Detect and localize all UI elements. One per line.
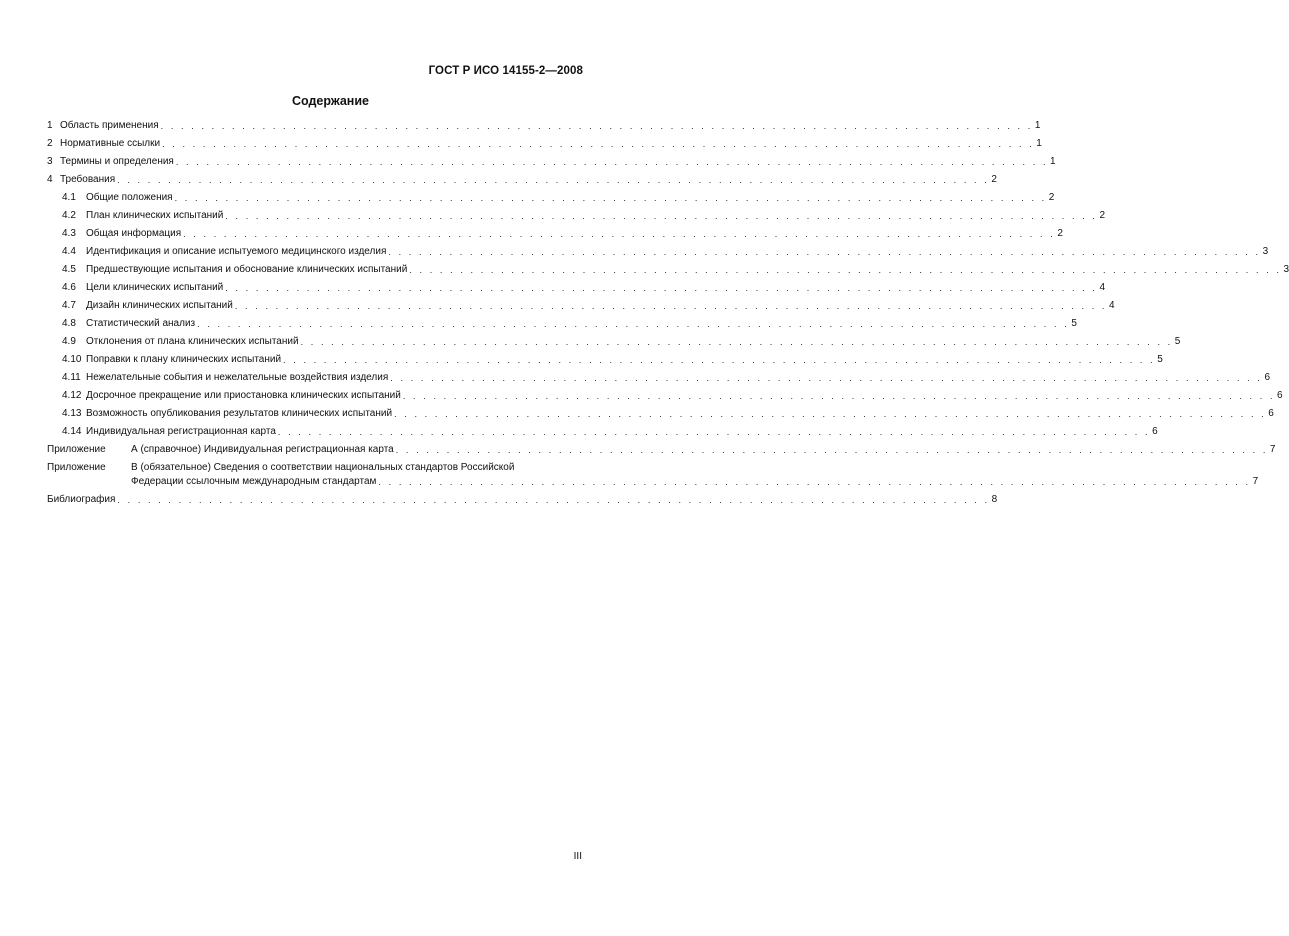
toc-entry-number: 4.10 bbox=[62, 354, 82, 365]
toc-subentry[interactable] bbox=[47, 191, 1055, 205]
toc-entry-page: 3 bbox=[1262, 246, 1269, 257]
toc-entry-title-line2: Федерации ссылочным международным стандартам bbox=[131, 476, 377, 487]
leader-dots: . . . . . . . . . . . . . . . . . . . . . . . . . . . . . . . . . . . . . . . . . . . . . . . . . . . . . . . . . . . . . . . . . . . . . . . . . . . . . . . . . . . . . . bbox=[160, 121, 1033, 131]
toc-entry-number: 4.6 bbox=[62, 282, 76, 293]
toc-appendix-b[interactable] bbox=[47, 461, 1259, 489]
leader-dots: . . . . . . . . . . . . . . . . . . . . . . . . . . . . . . . . . . . . . . . . . . . . . . . . . . . . . . . . . . . . . . . . . . . . . . . . . . . . . . . . . . . . . . bbox=[378, 477, 1251, 487]
toc-entry[interactable] bbox=[47, 119, 1041, 133]
toc-entry-page: 1 bbox=[1050, 156, 1056, 167]
toc-subentry[interactable] bbox=[47, 227, 1063, 241]
toc-title: Содержание bbox=[291, 94, 369, 108]
toc-appendix-a[interactable] bbox=[47, 443, 1276, 457]
toc-entry-title: Отклонения от плана клинических испытаний bbox=[86, 336, 299, 347]
toc-entry[interactable] bbox=[47, 137, 1042, 151]
toc-entry-page: 7 bbox=[1269, 444, 1276, 455]
leader-dots: . . . . . . . . . . . . . . . . . . . . . . . . . . . . . . . . . . . . . . . . . . . . . . . . . . . . . . . . . . . . . . . . . . . . . . . . . . . . . . . . . . . . . . bbox=[117, 495, 990, 505]
toc-entry-title: Цели клинических испытаний bbox=[86, 282, 224, 293]
toc-entry-title: Индивидуальная регистрационная карта bbox=[86, 426, 276, 437]
toc-entry-number: 4.4 bbox=[62, 246, 76, 257]
document-header: ГОСТ Р ИСО 14155-2—2008 bbox=[428, 65, 583, 77]
toc-entry-title-line1: В (обязательное) Сведения о соответствии национальных стандартов Российской bbox=[131, 462, 515, 473]
toc-entry[interactable] bbox=[47, 155, 1056, 169]
toc-entry-number: 4.5 bbox=[62, 264, 76, 275]
toc-entry-title: Поправки к плану клинических испытаний bbox=[86, 354, 282, 365]
toc-entry-title: Библиография bbox=[47, 494, 116, 505]
leader-dots: . . . . . . . . . . . . . . . . . . . . . . . . . . . . . . . . . . . . . . . . . . . . . . . . . . . . . . . . . . . . . . . . . . . . . . . . . . . . . . . . . . . . . . bbox=[225, 211, 1098, 221]
toc-entry-number: 4.7 bbox=[62, 300, 76, 311]
toc-entry-number: 4.13 bbox=[62, 408, 82, 419]
toc-entry-page: 5 bbox=[1174, 336, 1181, 347]
toc-entry-page: 2 bbox=[1048, 192, 1055, 203]
toc-bibliography[interactable] bbox=[47, 493, 998, 507]
toc-entry-title: Возможность опубликования результатов клинических испытаний bbox=[86, 408, 393, 419]
toc-entry-page: 2 bbox=[1099, 210, 1106, 221]
leader-dots: . . . . . . . . . . . . . . . . . . . . . . . . . . . . . . . . . . . . . . . . . . . . . . . . . . . . . . . . . . . . . . . . . . . . . . . . . . . . . . . . . . . . . . bbox=[390, 373, 1263, 383]
leader-dots: . . . . . . . . . . . . . . . . . . . . . . . . . . . . . . . . . . . . . . . . . . . . . . . . . . . . . . . . . . . . . . . . . . . . . . . . . . . . . . . . . . . . . . bbox=[277, 427, 1151, 437]
toc-entry-number: 4.14 bbox=[62, 426, 82, 437]
leader-dots: . . . . . . . . . . . . . . . . . . . . . . . . . . . . . . . . . . . . . . . . . . . . . . . . . . . . . . . . . . . . . . . . . . . . . . . . . . . . . . . . . . . . . . bbox=[174, 193, 1047, 203]
table-of-contents bbox=[47, 119, 1289, 511]
toc-entry-page: 6 bbox=[1277, 390, 1283, 401]
toc-entry-page: 6 bbox=[1268, 408, 1274, 419]
appendix-prefix: Приложение bbox=[47, 462, 106, 473]
toc-entry[interactable] bbox=[47, 173, 997, 187]
toc-entry-page: 4 bbox=[1099, 282, 1106, 293]
toc-entry-page: 7 bbox=[1252, 476, 1259, 487]
toc-entry-page: 8 bbox=[991, 494, 998, 505]
leader-dots: . . . . . . . . . . . . . . . . . . . . . . . . . . . . . . . . . . . . . . . . . . . . . . . . . . . . . . . . . . . . . . . . . . . . . . . . . . . . . . . . . . . . . . bbox=[300, 337, 1173, 347]
toc-entry-number: 1 bbox=[47, 120, 53, 131]
leader-dots: . . . . . . . . . . . . . . . . . . . . . . . . . . . . . . . . . . . . . . . . . . . . . . . . . . . . . . . . . . . . . . . . . . . . . . . . . . . . . . . . . . . . . . bbox=[197, 319, 1070, 329]
toc-subentry[interactable] bbox=[47, 389, 1283, 403]
toc-entry-number: 4.8 bbox=[62, 318, 76, 329]
page-number: III bbox=[573, 851, 582, 862]
leader-dots: . . . . . . . . . . . . . . . . . . . . . . . . . . . . . . . . . . . . . . . . . . . . . . . . . . . . . . . . . . . . . . . . . . . . . . . . . . . . . . . . . . . . . . bbox=[183, 229, 1056, 239]
toc-subentry[interactable] bbox=[47, 263, 1289, 277]
toc-entry-page: 2 bbox=[991, 174, 997, 185]
toc-subentry[interactable] bbox=[47, 281, 1106, 295]
appendix-prefix: Приложение bbox=[47, 444, 106, 455]
toc-entry-page: 1 bbox=[1034, 120, 1041, 131]
toc-subentry[interactable] bbox=[47, 335, 1181, 349]
toc-entry-title: Нормативные ссылки bbox=[60, 138, 161, 149]
leader-dots: . . . . . . . . . . . . . . . . . . . . . . . . . . . . . . . . . . . . . . . . . . . . . . . . . . . . . . . . . . . . . . . . . . . . . . . . . . . . . . . . . . . . . . bbox=[283, 355, 1156, 365]
toc-subentry[interactable] bbox=[47, 317, 1077, 331]
toc-entry-number: 4.3 bbox=[62, 228, 76, 239]
leader-dots: . . . . . . . . . . . . . . . . . . . . . . . . . . . . . . . . . . . . . . . . . . . . . . . . . . . . . . . . . . . . . . . . . . . . . . . . . . . . . . . . . . . . . . bbox=[225, 283, 1098, 293]
toc-subentry[interactable] bbox=[47, 299, 1115, 313]
toc-entry-page: 4 bbox=[1109, 300, 1115, 311]
toc-entry-title: Термины и определения bbox=[60, 156, 174, 167]
toc-entry-title: Область применения bbox=[60, 120, 159, 131]
toc-entry-number: 2 bbox=[47, 138, 53, 149]
toc-entry-title: Требования bbox=[60, 174, 116, 185]
leader-dots: . . . . . . . . . . . . . . . . . . . . . . . . . . . . . . . . . . . . . . . . . . . . . . . . . . . . . . . . . . . . . . . . . . . . . . . . . . . . . . . . . . . . . . bbox=[395, 445, 1268, 455]
leader-dots: . . . . . . . . . . . . . . . . . . . . . . . . . . . . . . . . . . . . . . . . . . . . . . . . . . . . . . . . . . . . . . . . . . . . . . . . . . . . . . . . . . . . . . bbox=[388, 247, 1261, 257]
toc-entry-page: 5 bbox=[1071, 318, 1077, 329]
toc-entry-title: Идентификация и описание испытуемого медицинского изделия bbox=[86, 246, 387, 257]
toc-subentry[interactable] bbox=[47, 407, 1274, 421]
toc-entry-title: А (справочное) Индивидуальная регистрационная карта bbox=[131, 444, 394, 455]
toc-entry-page: 2 bbox=[1057, 228, 1063, 239]
toc-entry-title: Общая информация bbox=[86, 228, 182, 239]
toc-entry-title: Общие положения bbox=[86, 192, 173, 203]
toc-entry-number: 4 bbox=[47, 174, 53, 185]
toc-entry-number: 3 bbox=[47, 156, 53, 167]
toc-entry-number: 4.2 bbox=[62, 210, 76, 221]
toc-entry-title: Предшествующие испытания и обоснование клинических испытаний bbox=[86, 264, 408, 275]
toc-subentry[interactable] bbox=[47, 209, 1106, 223]
toc-entry-title: План клинических испытаний bbox=[86, 210, 224, 221]
toc-subentry[interactable] bbox=[47, 353, 1163, 367]
leader-dots: . . . . . . . . . . . . . . . . . . . . . . . . . . . . . . . . . . . . . . . . . . . . . . . . . . . . . . . . . . . . . . . . . . . . . . . . . . . . . . . . . . . . . . bbox=[409, 265, 1282, 275]
toc-entry-number: 4.9 bbox=[62, 336, 76, 347]
toc-subentry[interactable] bbox=[47, 245, 1269, 259]
leader-dots: . . . . . . . . . . . . . . . . . . . . . . . . . . . . . . . . . . . . . . . . . . . . . . . . . . . . . . . . . . . . . . . . . . . . . . . . . . . . . . . . . . . . . . bbox=[162, 139, 1035, 149]
toc-entry-number: 4.12 bbox=[62, 390, 82, 401]
toc-entry-number: 4.1 bbox=[62, 192, 76, 203]
toc-entry-page: 6 bbox=[1264, 372, 1271, 383]
toc-entry-title: Нежелательные события и нежелательные воздействия изделия bbox=[86, 372, 389, 383]
toc-entry-number: 4.11 bbox=[62, 372, 81, 383]
toc-entry-title: Дизайн клинических испытаний bbox=[86, 300, 233, 311]
toc-subentry[interactable] bbox=[47, 425, 1158, 439]
leader-dots: . . . . . . . . . . . . . . . . . . . . . . . . . . . . . . . . . . . . . . . . . . . . . . . . . . . . . . . . . . . . . . . . . . . . . . . . . . . . . . . . . . . . . . bbox=[117, 175, 990, 185]
leader-dots: . . . . . . . . . . . . . . . . . . . . . . . . . . . . . . . . . . . . . . . . . . . . . . . . . . . . . . . . . . . . . . . . . . . . . . . . . . . . . . . . . . . . . . bbox=[175, 157, 1049, 167]
toc-entry-page: 1 bbox=[1036, 138, 1042, 149]
leader-dots: . . . . . . . . . . . . . . . . . . . . . . . . . . . . . . . . . . . . . . . . . . . . . . . . . . . . . . . . . . . . . . . . . . . . . . . . . . . . . . . . . . . . . . bbox=[234, 301, 1108, 311]
toc-subentry[interactable] bbox=[47, 371, 1271, 385]
toc-entry-page: 6 bbox=[1152, 426, 1158, 437]
toc-entry-title: Статистический анализ bbox=[86, 318, 196, 329]
leader-dots: . . . . . . . . . . . . . . . . . . . . . . . . . . . . . . . . . . . . . . . . . . . . . . . . . . . . . . . . . . . . . . . . . . . . . . . . . . . . . . . . . . . . . . bbox=[394, 409, 1267, 419]
toc-entry-page: 5 bbox=[1157, 354, 1163, 365]
toc-entry-title: Досрочное прекращение или приостановка клинических испытаний bbox=[86, 390, 401, 401]
toc-entry-page: 3 bbox=[1283, 264, 1289, 275]
leader-dots: . . . . . . . . . . . . . . . . . . . . . . . . . . . . . . . . . . . . . . . . . . . . . . . . . . . . . . . . . . . . . . . . . . . . . . . . . . . . . . . . . . . . . . bbox=[402, 391, 1276, 401]
